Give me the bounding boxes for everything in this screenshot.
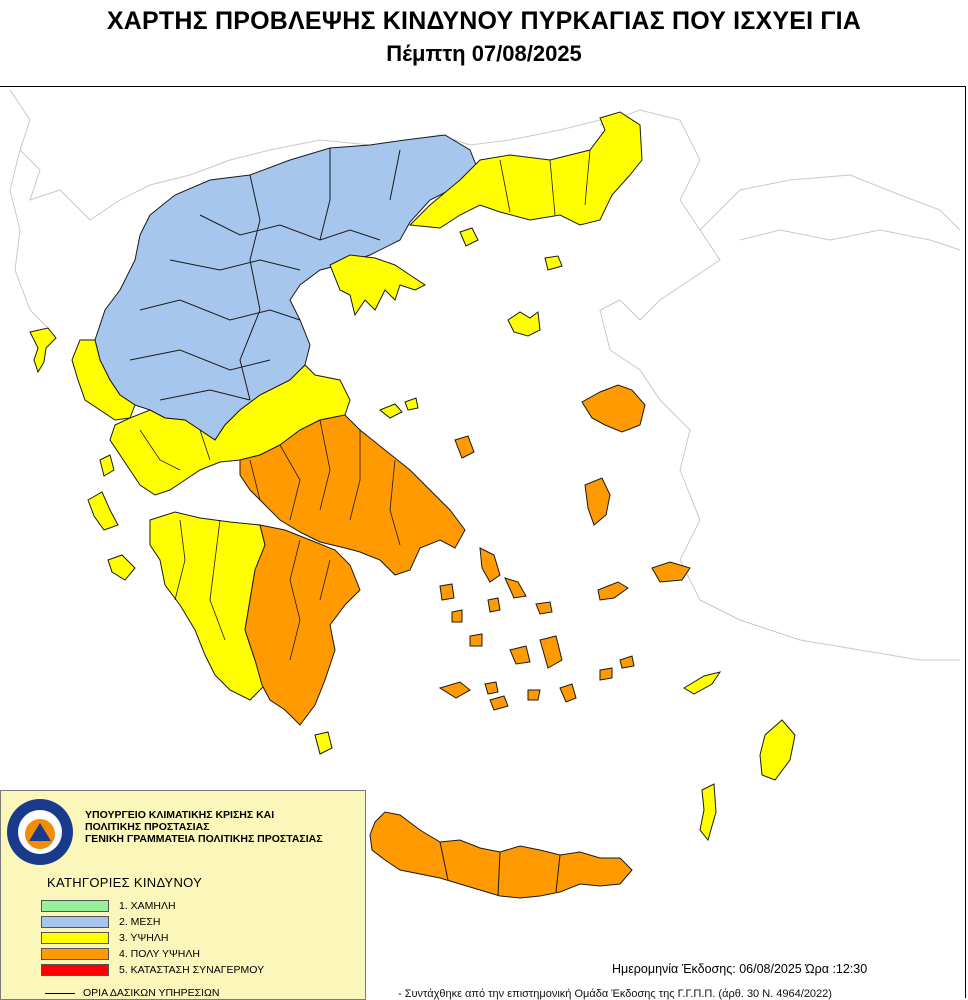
legend-label-high: 3. ΥΨΗΛΗ — [119, 932, 169, 944]
region-crete — [370, 812, 632, 898]
region-skyros-evia-isl — [455, 436, 474, 458]
legend-swatch-high — [41, 932, 109, 944]
legend-label-very-high: 4. ΠΟΛΥ ΥΨΗΛΗ — [119, 948, 200, 960]
legend-item-high — [41, 931, 168, 945]
region-limnos — [508, 312, 540, 336]
legend-label-medium: 2. ΜΕΣΗ — [119, 916, 161, 928]
civil-protection-logo — [5, 797, 75, 867]
legend-item-low — [41, 899, 176, 913]
legend-swatch-very-high — [41, 948, 109, 960]
legend-panel — [0, 790, 366, 1000]
region-kefalonia — [88, 492, 118, 530]
legend-swatch-alert — [41, 964, 109, 976]
legend-item-medium — [41, 915, 161, 929]
ministry-line-1: ΥΠΟΥΡΓΕΙΟ ΚΛΙΜΑΤΙΚΗΣ ΚΡΙΣΗΣ ΚΑΙ — [85, 809, 275, 821]
region-ikaria — [598, 582, 628, 600]
region-cyclades-santorini — [528, 684, 576, 702]
forest-border-label: ΟΡΙΑ ΔΑΣΙΚΩΝ ΥΠΗΡΕΣΙΩΝ — [83, 987, 220, 999]
region-cyclades-tinos — [505, 578, 526, 598]
legend-swatch-medium — [41, 916, 109, 928]
map-title: ΧΑΡΤΗΣ ΠΡΟΒΛΕΨΗΣ ΚΙΝΔΥΝΟΥ ΠΥΡΚΑΓΙΑΣ ΠΟΥ ΙΣΧΥΕΙ ΓΙΑ — [106, 7, 862, 35]
ministry-line-2: ΠΟΛΙΤΙΚΗΣ ΠΡΟΣΤΑΣΙΑΣ — [85, 821, 210, 833]
region-western-peloponnese — [150, 512, 265, 700]
region-cyclades-kea — [440, 584, 482, 646]
region-kythira — [315, 732, 332, 754]
legend-swatch-low — [41, 900, 109, 912]
region-samos — [652, 562, 690, 582]
region-cyclades-naxos — [540, 636, 562, 668]
legend-item-very-high — [41, 947, 200, 961]
forest-border-line — [45, 993, 75, 994]
forecast-date: Πέμπτη 07/08/2025 — [386, 41, 582, 66]
region-sporades — [380, 398, 418, 418]
categories-title: ΚΑΤΗΓΟΡΙΕΣ ΚΙΝΔΥΝΟΥ — [47, 875, 203, 890]
legend-label-alert: 5. ΚΑΤΑΣΤΑΣΗ ΣΥΝΑΓΕΡΜΟΥ — [119, 964, 265, 976]
region-thasos — [460, 228, 478, 246]
legend-item-forest-borders — [45, 987, 219, 999]
region-zakynthos — [108, 555, 135, 580]
region-chalkidiki — [330, 255, 425, 315]
region-cyclades-andros — [480, 548, 500, 582]
region-lesvos — [582, 385, 645, 432]
region-kos — [684, 672, 720, 694]
ministry-line-3: ΓΕΝΙΚΗ ΓΡΑΜΜΑΤΕΙΑ ΠΟΛΙΤΙΚΗΣ ΠΡΟΣΤΑΣΙΑΣ — [85, 833, 323, 845]
region-lefkada — [100, 455, 114, 476]
region-eastern-peloponnese — [245, 525, 360, 725]
region-corfu — [30, 328, 56, 372]
region-cyclades-milos — [440, 682, 498, 698]
region-cyclades-south — [490, 656, 634, 710]
region-cyclades-paros — [510, 646, 530, 664]
region-karpathos — [700, 784, 716, 840]
legend-item-alert — [41, 963, 264, 977]
region-samothraki — [545, 256, 562, 270]
ministry-block — [85, 809, 323, 845]
region-cyclades-syros-mykonos — [488, 598, 552, 614]
footer-note: - Συντάχθηκε από την επιστημονική Ομάδα Έκδοσης της Γ.Γ.Π.Π. (άρθ. 30 Ν. 4964/2022) — [398, 988, 832, 1000]
region-rhodes — [760, 720, 795, 780]
issue-date: Ημερομηνία Έκδοσης: 06/08/2025 Ώρα :12:30 — [612, 962, 868, 976]
region-chios — [585, 478, 610, 525]
legend-label-low: 1. ΧΑΜΗΛΗ — [119, 900, 176, 912]
